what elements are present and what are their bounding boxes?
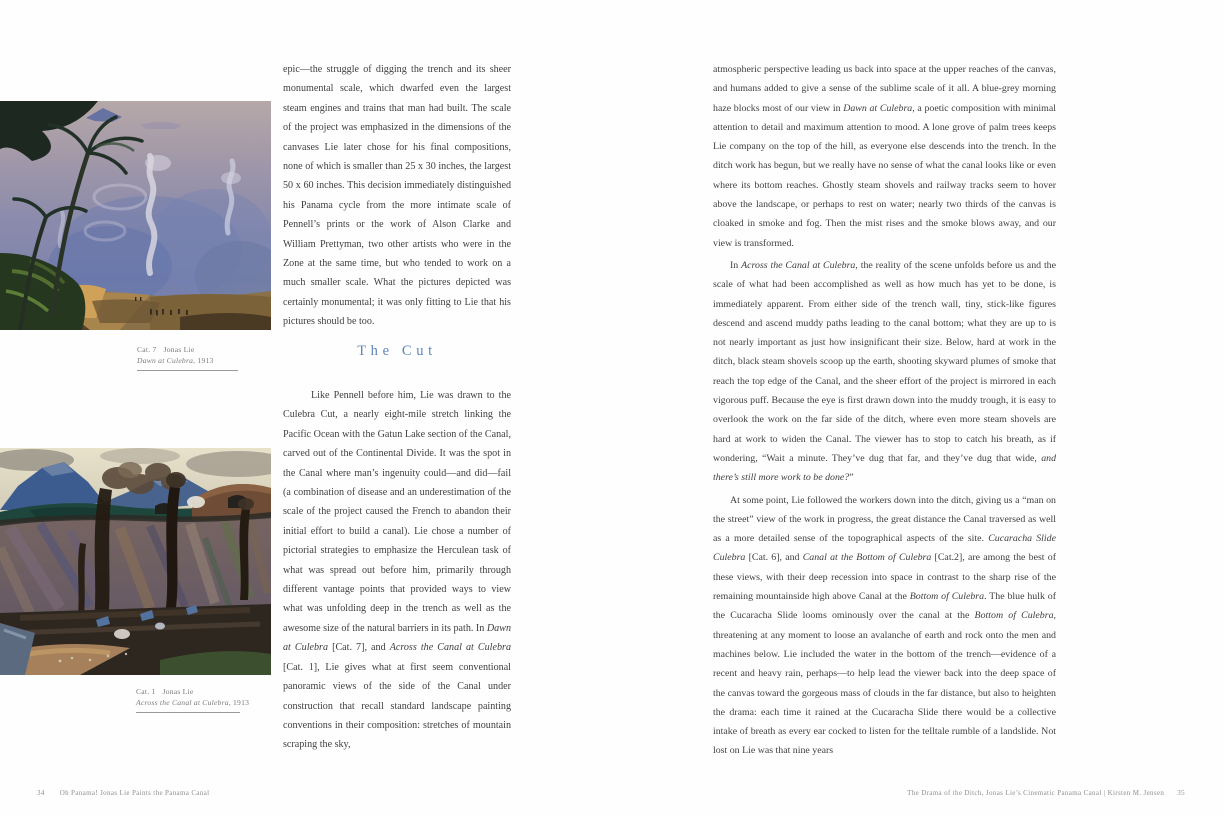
caption-rule [137, 370, 238, 371]
left-footer-title: Oh Panama! Jonas Lie Paints the Panama Canal [59, 789, 210, 797]
right-running-footer [907, 789, 1185, 797]
across-canal-artwork [0, 448, 271, 675]
right-column [713, 60, 1056, 761]
painting-dawn-at-culebra [0, 101, 271, 330]
painting-across-the-canal [0, 448, 271, 675]
left-column-paragraph-1: epic—the struggle of digging the trench and its sheer monumental scale, which dwarfed even the largest steam engines and trains that man had built. The scale of the project was emphasized in the dimensions of the canvases Lie later chose for his final compositions, none of which is smaller than 25 x 30 inches, the largest 50 x 60 inches. This decision immediately distinguished his Panama cycle from the more intimate scale of Pennell’s prints or the work of Alson Clarke and William Prettyman, two other artists who were in the Zone at the same time, but who tended to work on a much smaller scale. What the pictures depicted was certainly monumental; it was only fitting to Lie that his pictures should be too. [283, 64, 511, 328]
right-paragraph-1: atmospheric perspective leading us back into space at the upper reaches of the canvas, and humans added to give a sense of the sublime scale of it all. A blue-grey morning haze blocks most of our view in Dawn at Culebra, a poetic composition with minimal attention to detail and maximum attention to mood. A lone grove of palm trees keeps Lie company on the top of the hill, as everyone else descends into the trench. In the ditch work has begun, but we really have no sense of what the canal looks like or even where its bottom reaches. Ghostly steam shovels and railway tracks seem to hover above the landscape, or perhaps to rest on water; nearly two thirds of the canvas is cloaked in smoke and fog. Then the mist rises and the smoke blows away, and our view is transformed. [713, 64, 1056, 249]
dawn-at-culebra-artwork [0, 101, 271, 330]
caption-line-catalog: Cat. 1 Jonas Lie [136, 687, 194, 696]
caption-dawn-at-culebra [137, 344, 238, 371]
caption-rule [136, 712, 240, 713]
caption-across-the-canal [136, 686, 249, 713]
caption-line-title: Across the Canal at Culebra, 1913 [136, 698, 250, 707]
right-paragraph-2: In Across the Canal at Culebra, the reality of the scene unfolds before us and the scale of what had been accomplished as well as how much has yet to be done, is immediately apparent. From either side of the trench wall, tiny, stick-like figures descend and ascend muddy paths leading to the canal bottom; what they are up to is not nearly important as just how insignificant their size. Below, hard at work in the ditch, black steam shovels scoop up the earth, shooting skyward plumes of smoke that reach the top edge of the Canal, and the sheer effort of the project is mirrored in each vigorous puff. Because the eye is first drawn down into the muddy trough, it is easy to overlook the work on the far side of the ditch, where even more steam shovels are hard at work to widen the Canal. The viewer has to stop to catch his breath, as if wondering, “Wait a minute. They’ve dug that far, and they’ve dug that wide, and there’s still more work to be done?” [713, 259, 1057, 484]
caption-line-title: Dawn at Culebra, 1913 [137, 356, 214, 365]
left-running-footer [37, 789, 209, 797]
caption-line-catalog: Cat. 7 Jonas Lie [137, 345, 195, 354]
left-column-paragraph-2: Like Pennell before him, Lie was drawn to the Culebra Cut, a nearly eight-mile stretch linking the Pacific Ocean with the Gatun Lake section of the Canal, carved out of the Continental Divide. It was the spot in the Canal where man’s ingenuity could—and did—fail (a combination of disease and an underestimation of the scale of the project caused the French to abandon their initial effort to build a canal). Lie chose a number of pictorial strategies to emphasize the Herculean task of what was spread out before him, primarily through different vantage points that provided ways to view what was unfolding deep in the trench as well as the awesome size of the natural barriers in its path. In Dawn at Culebra [Cat. 7], and Across the Canal at Culebra [Cat. 1], Lie gives what at first seem conventional panoramic views of the side of the Canal under construction that recall standard landscape painting conventions in their composition: stretches of mountain scraping the sky, [283, 390, 511, 751]
right-paragraph-3: At some point, Lie followed the workers down into the ditch, giving us a “man on the street” view of the work in progress, the great distance the Canal traversed as well as a more detailed sense of the topographical aspects of the site. Cucaracha Slide Culebra [Cat. 6], and Canal at the Bottom of Culebra [Cat.2], are among the best of these views, with their deep recession into space in contrast to the sharp rise of the remaining mountainside high above Canal at the Bottom of Culebra. The blue hulk of the Cucaracha Slide looms ominously over the canal at the Bottom of Culebra, threatening at any moment to loose an avalanche of earth and rock onto the men and machines below. Lie included the water in the bottom of the trench—evidence of a recent and heavy rain, perhaps—to help lead the viewer back into the deep space of the canvas toward the gorgeous mass of clouds in the far distance, but also to heighten the drama: each time it rained at the Cucaracha Slide there would be a collective intake of breath as every ear cocked to listen for the telltale rumble of a landslide. Not lost on Lie was that nine years [713, 494, 1056, 757]
left-page-number: 34 [37, 789, 45, 797]
right-footer-title: The Drama of the Ditch, Jonas Lie’s Cinematic Panama Canal | Kirsten M. Jensen [907, 789, 1165, 797]
right-page-number: 35 [1177, 789, 1185, 797]
section-heading-the-cut: The Cut [357, 343, 437, 359]
